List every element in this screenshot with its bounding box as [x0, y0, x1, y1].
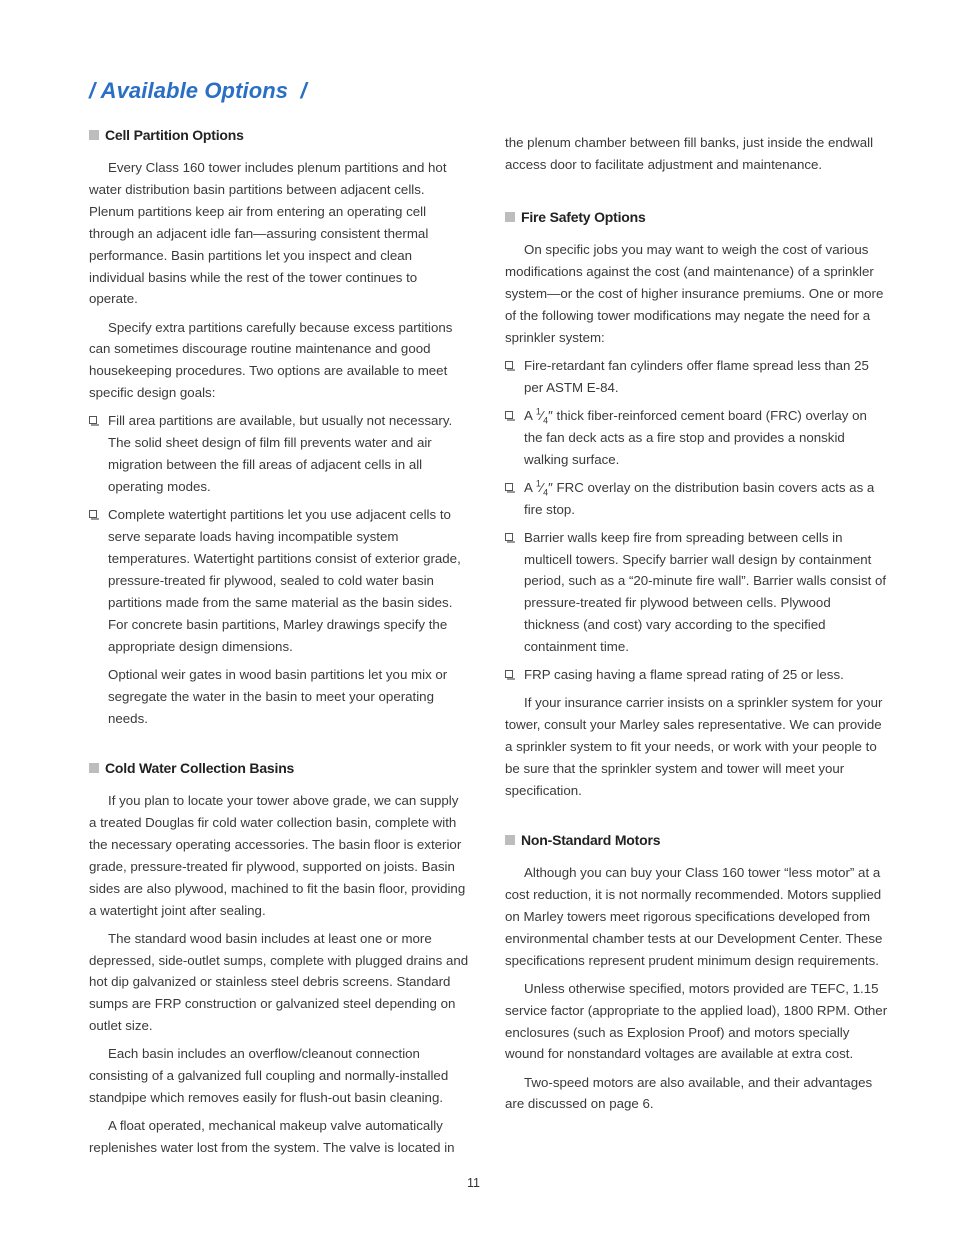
list-item [89, 410, 469, 498]
paragraph: Each basin includes an overflow/cleanout connection consisting of a galvanized full coupling and normally-installed standpipe which removes easily for flush-out basin cleaning. [89, 1046, 449, 1106]
cold-water-section [89, 759, 469, 1159]
section-heading [89, 759, 469, 777]
checkbox-bullet-icon [89, 510, 97, 518]
list-item-text-post: ″ thick fiber-reinforced cement board (FRC) overlay on the fan deck acts as a fire stop and provides a nonskid walking surface. [524, 407, 867, 467]
checkbox-bullet-icon [505, 533, 513, 541]
paragraph: Unless otherwise specified, motors provided are TEFC, 1.15 service factor (appropriate to the applied load), 1800 RPM. Other enclosures (such as Explosion Proof) and motors specially wound for nonstandard voltages are available at extra cost. [505, 980, 888, 1062]
motors-section [505, 831, 888, 1115]
fraction-numerator: 1 [535, 478, 541, 489]
list-item [505, 664, 888, 686]
square-bullet-icon [505, 212, 515, 222]
list-item-text-pre: A [524, 407, 536, 423]
paragraph: If you plan to locate your tower above grade, we can supply a treated Douglas fir cold water collection basin, complete with the necessary operating accessories. The basin floor is exterior grade, pressure-treated fir plywood, supported on joists. Basin sides are also plywood, machined to fit the basin floor, providing a watertight joint after sealing. [89, 793, 466, 918]
continuation-block [505, 132, 888, 176]
list-item [505, 477, 888, 521]
paragraph: Although you can buy your Class 160 tower “less motor” at a cost reduction, it is not normally recommended. Motors supplied on Marley towers meet rigorous specifications developed from environmental chamber tests at our Development Center. These specifications represent prudent minimum design requirements. [505, 865, 883, 968]
heading-text: Cell Partition Options [105, 127, 244, 143]
fire-safety-section [505, 208, 888, 802]
fraction-slash: ⁄ [540, 407, 544, 423]
list-item [505, 405, 888, 471]
page-number: 11 [467, 1176, 480, 1190]
list-item-text: Fill area partitions are available, but usually not necessary. The solid sheet design of film fill prevents water and air migration between the fill areas of adjacent cells in all operating modes. [108, 413, 453, 495]
square-bullet-icon [89, 763, 99, 773]
cell-partition-section [89, 126, 469, 729]
paragraph: On specific jobs you may want to weigh the cost of various modifications against the cost (and maintenance) of a sprinkler system—or the cost of higher insurance premiums. One or more of the following tower modifications may negate the need for a sprinkler system: [505, 242, 884, 345]
heading-text: Cold Water Collection Basins [105, 760, 295, 776]
list-item-text: Fire-retardant fan cylinders offer flame spread less than 25 per ASTM E-84. [524, 357, 869, 395]
list-item [89, 504, 469, 657]
fraction-numerator: 1 [535, 406, 541, 417]
square-bullet-icon [505, 835, 515, 845]
bullet-list [505, 355, 888, 686]
paragraph: Two-speed motors are also available, and their advantages are discussed on page 6. [505, 1074, 873, 1112]
checkbox-bullet-icon [505, 411, 513, 419]
heading-text: Fire Safety Options [521, 209, 646, 225]
list-item-text-post: ″ FRC overlay on the distribution basin covers acts as a fire stop. [524, 479, 875, 517]
checkbox-bullet-icon [89, 416, 97, 424]
list-item [505, 355, 888, 399]
checkbox-bullet-icon [505, 361, 513, 369]
checkbox-bullet-icon [505, 670, 513, 678]
list-item-text: Barrier walls keep fire from spreading between cells in multicell towers. Specify barrier wall design by containment period, such as a “20-minute fire wall”. Barrier walls consist of pressure-treated fir plywood between cells. Plywood thickness (and cost) vary according to the specified containment time. [524, 529, 887, 655]
heading-text: Non-Standard Motors [521, 832, 661, 848]
paragraph: If your insurance carrier insists on a sprinkler system for your tower, consult your Marley sales representative. We can provide a sprinkler system to fit your needs, or work with your people to be sure that the sprinkler system and tower will meet your specification. [505, 695, 883, 798]
paragraph: The standard wood basin includes at least one or more depressed, side-outlet sumps, complete with plugged drains and hot dip galvanized or stainless steel debris screens. Standard sumps are FRP construction or galvanized steel depending on outlet size. [89, 930, 469, 1034]
paragraph: Specify extra partitions carefully because excess partitions can sometimes discourage routine maintenance and good housekeeping procedures. Two options are available to meet specific design goals: [89, 319, 453, 401]
page-title: / Available Options / [89, 78, 307, 103]
list-item-text: Complete watertight partitions let you use adjacent cells to serve separate loads having incompatible system temperatures. Watertight partitions consist of exterior grade, pressure-treated fir plywood, sealed to cold water basin partitions made from the same material as the basin sides. For concrete basin partitions, Marley drawings specify the appropriate design dimensions. [108, 507, 461, 654]
section-heading [505, 831, 888, 849]
list-item-text: FRP casing having a flame spread rating of 25 or less. [524, 667, 844, 683]
fraction-slash: ⁄ [540, 479, 544, 495]
bullet-list [89, 410, 469, 657]
section-heading [505, 208, 888, 226]
fraction-denominator: 4 [543, 415, 549, 426]
square-bullet-icon [89, 130, 99, 140]
list-item-text-pre: A [524, 479, 536, 495]
paragraph: Optional weir gates in wood basin partitions let you mix or segregate the water in the basin to meet your operating needs. [108, 666, 448, 726]
fraction-denominator: 4 [543, 487, 549, 498]
list-item [505, 527, 888, 658]
paragraph: A float operated, mechanical makeup valve automatically replenishes water lost from the system. The valve is located in [89, 1118, 455, 1156]
checkbox-bullet-icon [505, 483, 513, 491]
paragraph: the plenum chamber between fill banks, just inside the endwall access door to facilitate adjustment and maintenance. [505, 135, 874, 172]
section-heading [89, 126, 469, 144]
paragraph: Every Class 160 tower includes plenum partitions and hot water distribution basin partitions between adjacent cells. Plenum partitions keep air from entering an operating cell through an adjacent idle fan—assuring consistent thermal performance. Basin partitions let you inspect and clean individual basins while the rest of the tower continues to operate. [89, 160, 447, 307]
